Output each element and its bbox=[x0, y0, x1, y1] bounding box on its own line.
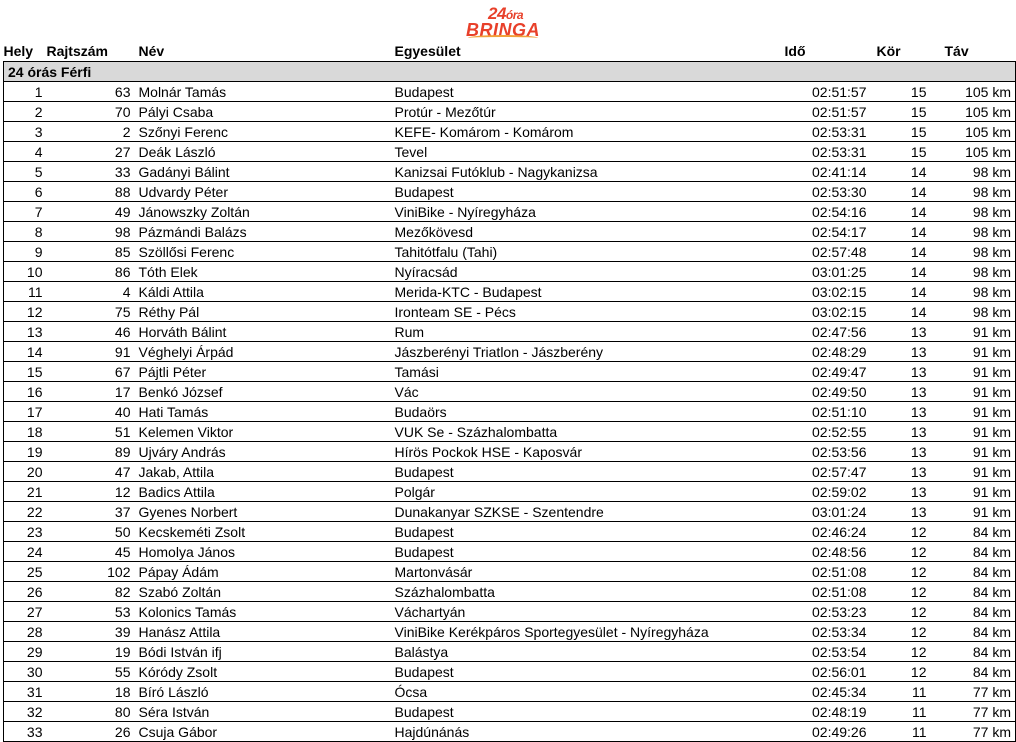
cell-kor: 13 bbox=[871, 382, 931, 402]
cell-egyesulet: Százhalombatta bbox=[395, 582, 771, 602]
cell-nev: Hati Tamás bbox=[135, 402, 395, 422]
cell-rajtszam: 98 bbox=[47, 222, 135, 242]
logo-bottom-text: BRINGA bbox=[466, 20, 540, 40]
cell-rajtszam: 50 bbox=[47, 522, 135, 542]
cell-egyesulet: Tevel bbox=[395, 142, 771, 162]
cell-hely: 32 bbox=[4, 702, 47, 722]
cell-ido: 02:53:31 bbox=[771, 142, 871, 162]
cell-ido: 03:01:24 bbox=[771, 502, 871, 522]
cell-tav: 84 km bbox=[931, 582, 1016, 602]
cell-egyesulet: Nyíracsád bbox=[395, 262, 771, 282]
cell-nev: Réthy Pál bbox=[135, 302, 395, 322]
cell-nev: Jánowszky Zoltán bbox=[135, 202, 395, 222]
cell-ido: 02:47:56 bbox=[771, 322, 871, 342]
cell-egyesulet: Protúr - Mezőtúr bbox=[395, 102, 771, 122]
cell-kor: 13 bbox=[871, 422, 931, 442]
cell-rajtszam: 47 bbox=[47, 462, 135, 482]
cell-nev: Séra István bbox=[135, 702, 395, 722]
cell-rajtszam: 2 bbox=[47, 122, 135, 142]
cell-kor: 12 bbox=[871, 582, 931, 602]
cell-tav: 91 km bbox=[931, 462, 1016, 482]
cell-rajtszam: 63 bbox=[47, 82, 135, 102]
header-egyesulet: Egyesület bbox=[394, 43, 461, 59]
cell-kor: 13 bbox=[871, 362, 931, 382]
cell-kor: 14 bbox=[871, 282, 931, 302]
table-row bbox=[4, 662, 1016, 682]
cell-ido: 02:57:47 bbox=[771, 462, 871, 482]
cell-tav: 98 km bbox=[931, 182, 1016, 202]
cell-hely: 25 bbox=[4, 562, 47, 582]
cell-rajtszam: 89 bbox=[47, 442, 135, 462]
cell-ido: 02:53:23 bbox=[771, 602, 871, 622]
cell-ido: 02:49:50 bbox=[771, 382, 871, 402]
cell-ido: 02:51:08 bbox=[771, 582, 871, 602]
cell-nev: Szőnyi Ferenc bbox=[135, 122, 395, 142]
cell-hely: 9 bbox=[4, 242, 47, 262]
cell-ido: 02:48:29 bbox=[771, 342, 871, 362]
cell-ido: 02:53:56 bbox=[771, 442, 871, 462]
table-row bbox=[4, 442, 1016, 462]
cell-tav: 105 km bbox=[931, 82, 1016, 102]
cell-hely: 6 bbox=[4, 182, 47, 202]
cell-egyesulet: Hajdúnánás bbox=[395, 722, 771, 742]
cell-ido: 02:56:01 bbox=[771, 662, 871, 682]
table-row bbox=[4, 142, 1016, 162]
cell-hely: 7 bbox=[4, 202, 47, 222]
cell-rajtszam: 70 bbox=[47, 102, 135, 122]
cell-tav: 105 km bbox=[931, 142, 1016, 162]
cell-nev: Káldi Attila bbox=[135, 282, 395, 302]
cell-rajtszam: 85 bbox=[47, 242, 135, 262]
cell-nev: Ujváry András bbox=[135, 442, 395, 462]
cell-tav: 91 km bbox=[931, 422, 1016, 442]
cell-kor: 15 bbox=[871, 82, 931, 102]
cell-kor: 14 bbox=[871, 242, 931, 262]
cell-rajtszam: 17 bbox=[47, 382, 135, 402]
cell-kor: 14 bbox=[871, 202, 931, 222]
cell-kor: 12 bbox=[871, 662, 931, 682]
logo-number: 24 bbox=[488, 4, 506, 23]
cell-egyesulet: Budapest bbox=[395, 522, 771, 542]
cell-tav: 84 km bbox=[931, 562, 1016, 582]
cell-ido: 02:57:48 bbox=[771, 242, 871, 262]
cell-tav: 91 km bbox=[931, 442, 1016, 462]
cell-nev: Deák László bbox=[135, 142, 395, 162]
cell-rajtszam: 91 bbox=[47, 342, 135, 362]
cell-rajtszam: 86 bbox=[47, 262, 135, 282]
cell-tav: 84 km bbox=[931, 622, 1016, 642]
cell-kor: 11 bbox=[871, 682, 931, 702]
cell-nev: Badics Attila bbox=[135, 482, 395, 502]
cell-hely: 19 bbox=[4, 442, 47, 462]
cell-hely: 24 bbox=[4, 542, 47, 562]
cell-ido: 02:51:57 bbox=[771, 102, 871, 122]
header-row bbox=[4, 41, 1016, 62]
table-row bbox=[4, 482, 1016, 502]
cell-hely: 2 bbox=[4, 102, 47, 122]
cell-nev: Pázmándi Balázs bbox=[135, 222, 395, 242]
cell-rajtszam: 19 bbox=[47, 642, 135, 662]
table-row bbox=[4, 282, 1016, 302]
cell-tav: 84 km bbox=[931, 522, 1016, 542]
table-row bbox=[4, 402, 1016, 422]
cell-rajtszam: 53 bbox=[47, 602, 135, 622]
cell-nev: Kecskeméti Zsolt bbox=[135, 522, 395, 542]
cell-nev: Udvardy Péter bbox=[135, 182, 395, 202]
cell-nev: Csuja Gábor bbox=[135, 722, 395, 742]
cell-tav: 91 km bbox=[931, 342, 1016, 362]
cell-nev: Véghelyi Árpád bbox=[135, 342, 395, 362]
cell-egyesulet: Budapest bbox=[395, 702, 771, 722]
cell-tav: 98 km bbox=[931, 162, 1016, 182]
cell-hely: 3 bbox=[4, 122, 47, 142]
cell-rajtszam: 33 bbox=[47, 162, 135, 182]
cell-hely: 30 bbox=[4, 662, 47, 682]
cell-ido: 02:51:10 bbox=[771, 402, 871, 422]
table-row bbox=[4, 582, 1016, 602]
cell-hely: 12 bbox=[4, 302, 47, 322]
table-row bbox=[4, 202, 1016, 222]
cell-kor: 12 bbox=[871, 642, 931, 662]
cell-ido: 03:01:25 bbox=[771, 262, 871, 282]
cell-ido: 02:53:31 bbox=[771, 122, 871, 142]
cell-tav: 84 km bbox=[931, 662, 1016, 682]
header-rajtszam: Rajtszám bbox=[46, 43, 108, 59]
table-row bbox=[4, 122, 1016, 142]
cell-ido: 02:41:14 bbox=[771, 162, 871, 182]
cell-nev: Horváth Bálint bbox=[135, 322, 395, 342]
cell-rajtszam: 12 bbox=[47, 482, 135, 502]
cell-rajtszam: 40 bbox=[47, 402, 135, 422]
cell-rajtszam: 67 bbox=[47, 362, 135, 382]
cell-nev: Kelemen Viktor bbox=[135, 422, 395, 442]
cell-egyesulet: Budapest bbox=[395, 462, 771, 482]
cell-ido: 03:02:15 bbox=[771, 302, 871, 322]
cell-rajtszam: 45 bbox=[47, 542, 135, 562]
cell-hely: 15 bbox=[4, 362, 47, 382]
cell-tav: 91 km bbox=[931, 382, 1016, 402]
cell-egyesulet: Polgár bbox=[395, 482, 771, 502]
cell-egyesulet: Kanizsai Futóklub - Nagykanizsa bbox=[395, 162, 771, 182]
header-nev: Név bbox=[138, 43, 165, 59]
cell-ido: 03:02:15 bbox=[771, 282, 871, 302]
cell-rajtszam: 80 bbox=[47, 702, 135, 722]
cell-hely: 26 bbox=[4, 582, 47, 602]
cell-nev: Pájtli Péter bbox=[135, 362, 395, 382]
cell-tav: 98 km bbox=[931, 242, 1016, 262]
table-row bbox=[4, 342, 1016, 362]
cell-ido: 02:53:54 bbox=[771, 642, 871, 662]
table-row bbox=[4, 682, 1016, 702]
cell-egyesulet: Martonvásár bbox=[395, 562, 771, 582]
cell-tav: 84 km bbox=[931, 602, 1016, 622]
cell-ido: 02:53:30 bbox=[771, 182, 871, 202]
cell-kor: 12 bbox=[871, 542, 931, 562]
cell-ido: 02:49:26 bbox=[771, 722, 871, 742]
cell-hely: 1 bbox=[4, 82, 47, 102]
cell-hely: 27 bbox=[4, 602, 47, 622]
cell-rajtszam: 49 bbox=[47, 202, 135, 222]
header-hely: Hely bbox=[3, 43, 34, 59]
cell-egyesulet: Jászberényi Triatlon - Jászberény bbox=[395, 342, 771, 362]
cell-ido: 02:46:24 bbox=[771, 522, 871, 542]
table-row bbox=[4, 302, 1016, 322]
cell-kor: 15 bbox=[871, 142, 931, 162]
cell-ido: 02:48:19 bbox=[771, 702, 871, 722]
table-row bbox=[4, 182, 1016, 202]
cell-nev: Gadányi Bálint bbox=[135, 162, 395, 182]
header-ido: Idő bbox=[784, 43, 806, 59]
table-row bbox=[4, 82, 1016, 102]
cell-egyesulet: Tahitótfalu (Tahi) bbox=[395, 242, 771, 262]
cell-hely: 4 bbox=[4, 142, 47, 162]
cell-ido: 02:53:34 bbox=[771, 622, 871, 642]
cell-egyesulet: Vác bbox=[395, 382, 771, 402]
cell-egyesulet: Rum bbox=[395, 322, 771, 342]
cell-egyesulet: Merida-KTC - Budapest bbox=[395, 282, 771, 302]
cell-nev: Szöllősi Ferenc bbox=[135, 242, 395, 262]
table-row bbox=[4, 382, 1016, 402]
cell-ido: 02:59:02 bbox=[771, 482, 871, 502]
cell-hely: 16 bbox=[4, 382, 47, 402]
cell-hely: 5 bbox=[4, 162, 47, 182]
cell-hely: 21 bbox=[4, 482, 47, 502]
cell-hely: 8 bbox=[4, 222, 47, 242]
cell-kor: 15 bbox=[871, 102, 931, 122]
cell-rajtszam: 55 bbox=[47, 662, 135, 682]
cell-kor: 14 bbox=[871, 162, 931, 182]
cell-tav: 98 km bbox=[931, 202, 1016, 222]
cell-egyesulet: Budapest bbox=[395, 82, 771, 102]
cell-hely: 29 bbox=[4, 642, 47, 662]
table-row bbox=[4, 562, 1016, 582]
cell-kor: 13 bbox=[871, 322, 931, 342]
header-tav: Táv bbox=[944, 43, 969, 59]
cell-egyesulet: Balástya bbox=[395, 642, 771, 662]
cell-kor: 13 bbox=[871, 502, 931, 522]
cell-rajtszam: 18 bbox=[47, 682, 135, 702]
cell-hely: 14 bbox=[4, 342, 47, 362]
table-row bbox=[4, 642, 1016, 662]
category-row bbox=[4, 62, 1016, 82]
cell-tav: 77 km bbox=[931, 702, 1016, 722]
cell-egyesulet: Dunakanyar SZKSE - Szentendre bbox=[395, 502, 771, 522]
cell-nev: Pápay Ádám bbox=[135, 562, 395, 582]
cell-egyesulet: Ócsa bbox=[395, 682, 771, 702]
cell-tav: 84 km bbox=[931, 642, 1016, 662]
cell-tav: 77 km bbox=[931, 722, 1016, 742]
cell-tav: 91 km bbox=[931, 402, 1016, 422]
cell-kor: 14 bbox=[871, 262, 931, 282]
cell-kor: 11 bbox=[871, 702, 931, 722]
cell-kor: 13 bbox=[871, 442, 931, 462]
cell-tav: 77 km bbox=[931, 682, 1016, 702]
table-row bbox=[4, 542, 1016, 562]
cell-hely: 31 bbox=[4, 682, 47, 702]
cell-tav: 98 km bbox=[931, 222, 1016, 242]
table-row bbox=[4, 522, 1016, 542]
cell-kor: 13 bbox=[871, 342, 931, 362]
cell-ido: 02:49:47 bbox=[771, 362, 871, 382]
cell-egyesulet: Budapest bbox=[395, 182, 771, 202]
table-row bbox=[4, 162, 1016, 182]
cell-nev: Bódi István ifj bbox=[135, 642, 395, 662]
cell-hely: 22 bbox=[4, 502, 47, 522]
cell-tav: 84 km bbox=[931, 542, 1016, 562]
cell-rajtszam: 26 bbox=[47, 722, 135, 742]
cell-rajtszam: 39 bbox=[47, 622, 135, 642]
cell-ido: 02:52:55 bbox=[771, 422, 871, 442]
event-logo bbox=[466, 4, 556, 40]
cell-rajtszam: 4 bbox=[47, 282, 135, 302]
cell-kor: 14 bbox=[871, 222, 931, 242]
cell-rajtszam: 27 bbox=[47, 142, 135, 162]
table-row bbox=[4, 102, 1016, 122]
cell-nev: Molnár Tamás bbox=[135, 82, 395, 102]
cell-hely: 11 bbox=[4, 282, 47, 302]
cell-nev: Szabó Zoltán bbox=[135, 582, 395, 602]
table-row bbox=[4, 222, 1016, 242]
cell-ido: 02:54:16 bbox=[771, 202, 871, 222]
cell-ido: 02:51:57 bbox=[771, 82, 871, 102]
table-row bbox=[4, 362, 1016, 382]
cell-tav: 91 km bbox=[931, 502, 1016, 522]
cell-nev: Tóth Elek bbox=[135, 262, 395, 282]
results-table bbox=[3, 41, 1016, 742]
cell-hely: 13 bbox=[4, 322, 47, 342]
category-label: 24 órás Férfi bbox=[4, 62, 1016, 82]
table-row bbox=[4, 462, 1016, 482]
cell-tav: 98 km bbox=[931, 282, 1016, 302]
cell-egyesulet: ViniBike - Nyíregyháza bbox=[395, 202, 771, 222]
cell-kor: 14 bbox=[871, 302, 931, 322]
table-row bbox=[4, 262, 1016, 282]
cell-hely: 17 bbox=[4, 402, 47, 422]
cell-tav: 98 km bbox=[931, 262, 1016, 282]
cell-rajtszam: 46 bbox=[47, 322, 135, 342]
cell-ido: 02:48:56 bbox=[771, 542, 871, 562]
cell-tav: 91 km bbox=[931, 482, 1016, 502]
table-row bbox=[4, 622, 1016, 642]
table-row bbox=[4, 702, 1016, 722]
results-body bbox=[4, 62, 1016, 742]
cell-rajtszam: 37 bbox=[47, 502, 135, 522]
cell-kor: 12 bbox=[871, 602, 931, 622]
cell-hely: 23 bbox=[4, 522, 47, 542]
cell-rajtszam: 75 bbox=[47, 302, 135, 322]
cell-kor: 13 bbox=[871, 402, 931, 422]
header-kor: Kör bbox=[876, 43, 901, 59]
cell-kor: 12 bbox=[871, 522, 931, 542]
cell-egyesulet: VUK Se - Százhalombatta bbox=[395, 422, 771, 442]
cell-egyesulet: Hírös Pockok HSE - Kaposvár bbox=[395, 442, 771, 462]
cell-nev: Pályi Csaba bbox=[135, 102, 395, 122]
results-header bbox=[4, 41, 1016, 62]
cell-kor: 13 bbox=[871, 482, 931, 502]
cell-hely: 33 bbox=[4, 722, 47, 742]
cell-rajtszam: 102 bbox=[47, 562, 135, 582]
logo-word: óra bbox=[505, 8, 524, 22]
cell-rajtszam: 82 bbox=[47, 582, 135, 602]
cell-tav: 91 km bbox=[931, 322, 1016, 342]
cell-ido: 02:51:08 bbox=[771, 562, 871, 582]
cell-ido: 02:45:34 bbox=[771, 682, 871, 702]
cell-egyesulet: Tamási bbox=[395, 362, 771, 382]
cell-egyesulet: KEFE- Komárom - Komárom bbox=[395, 122, 771, 142]
cell-egyesulet: Budapest bbox=[395, 542, 771, 562]
cell-nev: Homolya János bbox=[135, 542, 395, 562]
cell-egyesulet: Váchartyán bbox=[395, 602, 771, 622]
table-row bbox=[4, 602, 1016, 622]
cell-kor: 11 bbox=[871, 722, 931, 742]
cell-kor: 12 bbox=[871, 622, 931, 642]
cell-nev: Gyenes Norbert bbox=[135, 502, 395, 522]
cell-nev: Hanász Attila bbox=[135, 622, 395, 642]
cell-tav: 98 km bbox=[931, 302, 1016, 322]
cell-nev: Kolonics Tamás bbox=[135, 602, 395, 622]
cell-egyesulet: Budaörs bbox=[395, 402, 771, 422]
cell-tav: 91 km bbox=[931, 362, 1016, 382]
cell-nev: Jakab, Attila bbox=[135, 462, 395, 482]
cell-hely: 18 bbox=[4, 422, 47, 442]
cell-kor: 15 bbox=[871, 122, 931, 142]
cell-kor: 14 bbox=[871, 182, 931, 202]
cell-egyesulet: ViniBike Kerékpáros Sportegyesület - Nyíregyháza bbox=[395, 622, 771, 642]
cell-egyesulet: Mezőkövesd bbox=[395, 222, 771, 242]
cell-nev: Benkó József bbox=[135, 382, 395, 402]
cell-egyesulet: Budapest bbox=[395, 662, 771, 682]
cell-ido: 02:54:17 bbox=[771, 222, 871, 242]
cell-egyesulet: Ironteam SE - Pécs bbox=[395, 302, 771, 322]
table-row bbox=[4, 722, 1016, 742]
cell-kor: 13 bbox=[871, 462, 931, 482]
cell-tav: 105 km bbox=[931, 102, 1016, 122]
cell-rajtszam: 51 bbox=[47, 422, 135, 442]
table-row bbox=[4, 322, 1016, 342]
cell-nev: Bíró László bbox=[135, 682, 395, 702]
cell-kor: 12 bbox=[871, 562, 931, 582]
table-row bbox=[4, 242, 1016, 262]
cell-tav: 105 km bbox=[931, 122, 1016, 142]
cell-hely: 28 bbox=[4, 622, 47, 642]
table-row bbox=[4, 422, 1016, 442]
cell-rajtszam: 88 bbox=[47, 182, 135, 202]
cell-hely: 10 bbox=[4, 262, 47, 282]
table-row bbox=[4, 502, 1016, 522]
cell-nev: Kóródy Zsolt bbox=[135, 662, 395, 682]
cell-hely: 20 bbox=[4, 462, 47, 482]
